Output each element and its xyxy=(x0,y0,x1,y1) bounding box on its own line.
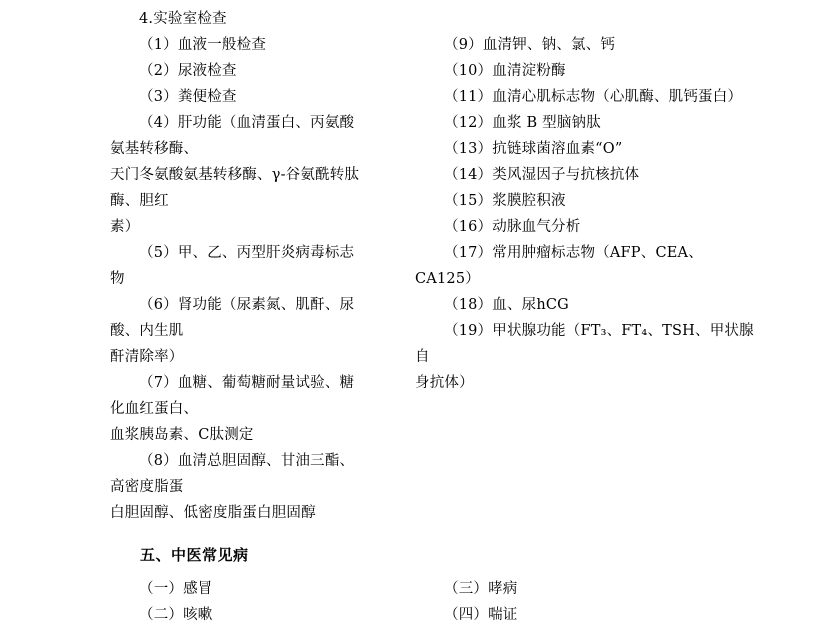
list-item: （二）咳嗽 xyxy=(139,607,213,623)
list-item: （一）感冒 xyxy=(139,581,213,597)
two-column-body xyxy=(0,32,837,526)
list-item: （15）浆膜腔积液 xyxy=(444,193,566,209)
tail-right-column xyxy=(360,576,760,628)
list-item: （3）粪便检查 xyxy=(139,89,237,105)
list-item: （19）甲状腺功能（FT₃、FT₄、TSH、甲状腺自 xyxy=(415,323,754,365)
list-item: （7）血糖、葡萄糖耐量试验、糖化血红蛋白、 xyxy=(110,375,355,417)
left-column xyxy=(0,32,360,526)
list-item-continuation: 血浆胰岛素、C肽测定 xyxy=(110,427,254,443)
right-column xyxy=(360,32,760,396)
list-item: （2）尿液检查 xyxy=(139,63,237,79)
list-item: （三）哮病 xyxy=(444,581,518,597)
list-item-continuation: 白胆固醇、低密度脂蛋白胆固醇 xyxy=(110,505,316,521)
list-item: （13）抗链球菌溶血素“O” xyxy=(444,141,623,157)
heading-4: 4.实验室检查 xyxy=(139,11,227,27)
list-item: （11）血清心肌标志物（心肌酶、肌钙蛋白） xyxy=(444,89,743,105)
list-item: （6）肾功能（尿素氮、肌酐、尿酸、内生肌 xyxy=(110,297,355,339)
list-item: （四）喘证 xyxy=(444,607,518,623)
list-item-continuation: 天门冬氨酸氨基转移酶、γ-谷氨酰转肽酶、胆红 xyxy=(110,167,360,209)
list-item: （17）常用肿瘤标志物（AFP、CEA、CA125） xyxy=(415,245,703,287)
list-item-continuation: 身抗体） xyxy=(415,375,474,391)
list-item-continuation: 酐清除率） xyxy=(110,349,184,365)
list-item: （9）血清钾、钠、氯、钙 xyxy=(444,37,616,53)
tail-left-column xyxy=(0,576,360,628)
tail-two-column-body xyxy=(0,576,837,628)
list-item: （16）动脉血气分析 xyxy=(444,219,581,235)
heading-container xyxy=(0,6,360,32)
list-item: （14）类风湿因子与抗核抗体 xyxy=(444,167,640,183)
section-heading: 五、中医常见病 xyxy=(140,546,249,564)
list-item-continuation: 素） xyxy=(110,219,140,235)
section-heading-container xyxy=(0,540,360,570)
list-item: （12）血浆 B 型脑钠肽 xyxy=(444,115,601,131)
list-item: （10）血清淀粉酶 xyxy=(444,63,566,79)
list-item: （1）血液一般检查 xyxy=(139,37,267,53)
list-item: （4）肝功能（血清蛋白、丙氨酸氨基转移酶、 xyxy=(110,115,355,157)
list-item: （8）血清总胆固醇、甘油三酯、高密度脂蛋 xyxy=(110,453,355,495)
list-item: （5）甲、乙、丙型肝炎病毒标志物 xyxy=(110,245,355,287)
list-item: （18）血、尿hCG xyxy=(444,297,569,313)
